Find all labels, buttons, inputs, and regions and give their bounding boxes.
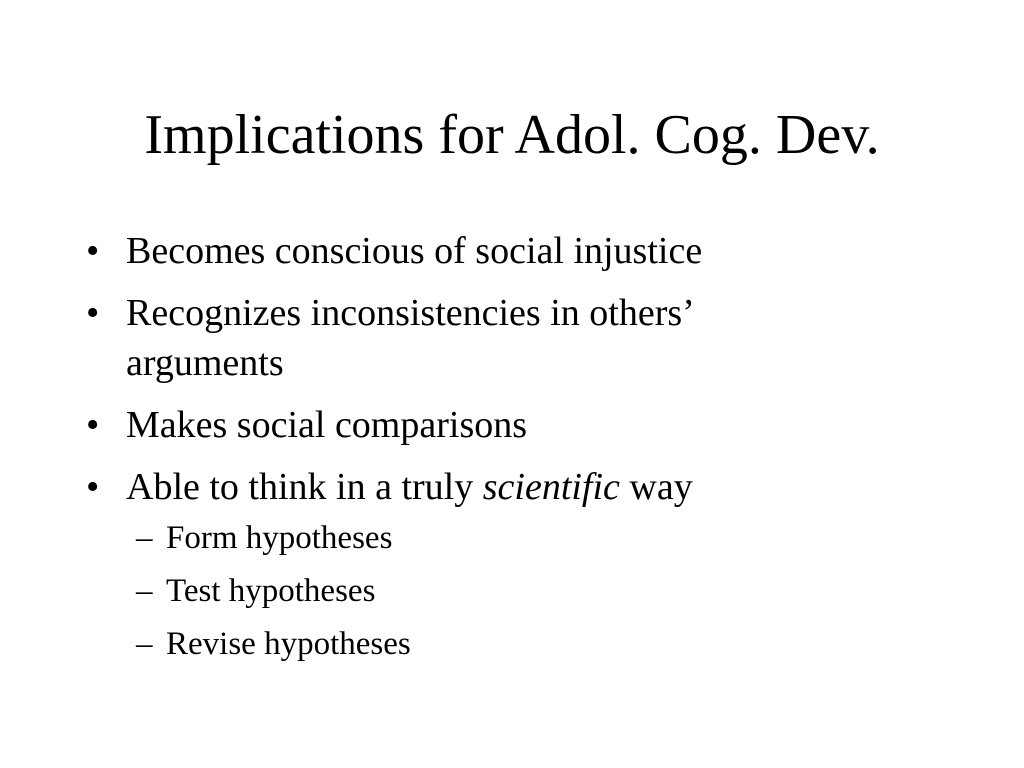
bullet-text	[126, 462, 944, 512]
bullet-item-scientific-thinking	[84, 462, 944, 664]
sub-bullet-test-hypotheses	[136, 571, 944, 611]
sub-bullet-text: Form hypotheses	[166, 520, 393, 556]
bullet-text-line-2: arguments	[126, 342, 284, 384]
sub-bullet-text: Revise hypotheses	[166, 626, 411, 662]
bullet-text: Becomes conscious of social injustice	[126, 230, 703, 272]
bullet-text-emphasis: scientific	[482, 466, 620, 508]
bullet-icon: •	[86, 466, 100, 508]
bullet-icon: •	[86, 404, 100, 446]
slide-title: Implications for Adol. Cog. Dev.	[144, 104, 880, 166]
bullet-list	[84, 226, 944, 677]
bullet-item-inconsistencies	[84, 288, 944, 388]
bullet-item-social-injustice	[84, 226, 944, 276]
sub-bullet-text: Test hypotheses	[166, 573, 376, 609]
sub-bullet-form-hypotheses	[136, 518, 944, 558]
bullet-text-before: Able to think in a truly	[126, 466, 483, 508]
sub-bullet-list	[126, 518, 944, 664]
bullet-text-line-1: Recognizes inconsistencies in others’	[126, 292, 695, 334]
dash-icon: –	[136, 520, 153, 556]
dash-icon: –	[136, 626, 153, 662]
bullet-item-social-comparisons	[84, 400, 944, 450]
bullet-text: Makes social comparisons	[126, 404, 528, 446]
bullet-icon: •	[86, 292, 100, 334]
dash-icon: –	[136, 573, 153, 609]
sub-bullet-revise-hypotheses	[136, 624, 944, 664]
bullet-text-after: way	[619, 466, 693, 508]
bullet-icon: •	[86, 230, 100, 272]
